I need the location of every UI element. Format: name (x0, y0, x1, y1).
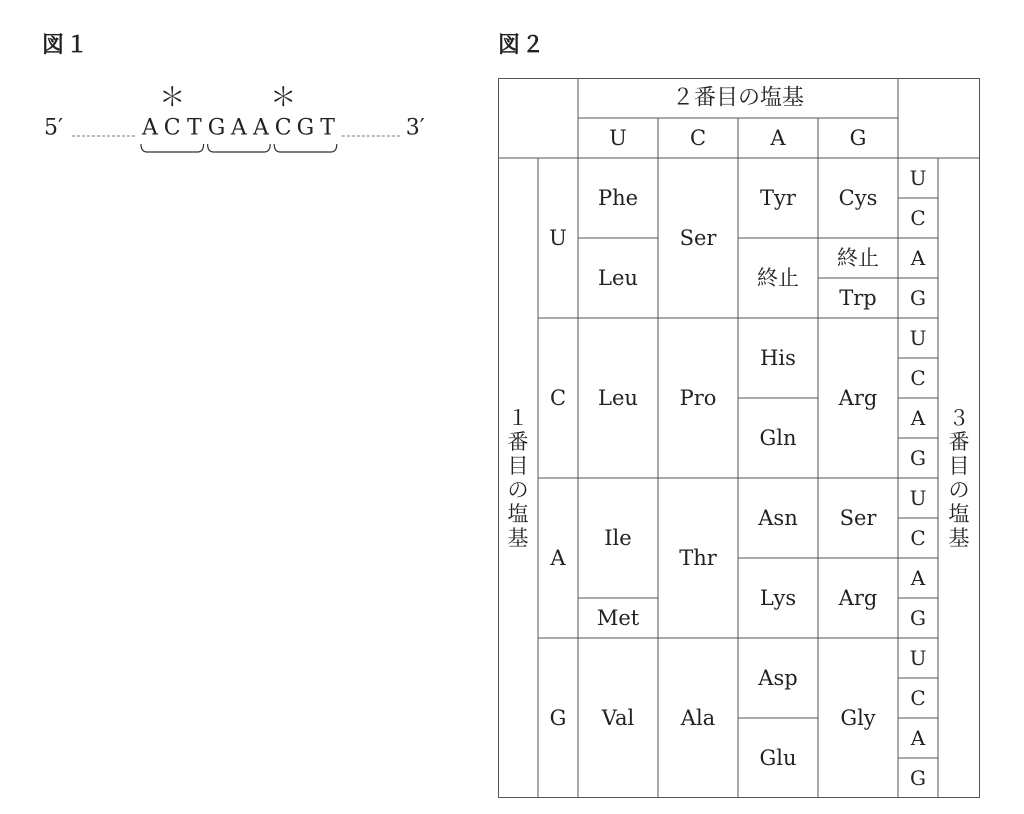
amino-acid-cell: Glu (759, 746, 797, 770)
base-2: C (163, 115, 181, 141)
amino-acid-cell: Trp (839, 286, 877, 310)
first-base-label-char: 番 (507, 430, 529, 454)
third-base-G: G (910, 446, 926, 470)
third-base-label-char: 塩 (948, 502, 970, 526)
third-base-U: U (909, 486, 927, 510)
third-base-C: C (910, 366, 926, 390)
amino-acid-cell: Val (601, 706, 635, 730)
amino-acid-cell: Leu (598, 386, 638, 410)
amino-acid-cell: Lys (759, 586, 797, 610)
amino-acid-cell: Thr (679, 546, 717, 570)
first-base-G: G (549, 706, 567, 730)
third-base-G: G (910, 606, 926, 630)
second-base-C: C (689, 126, 707, 150)
third-base-A: A (910, 566, 926, 590)
asterisk-marker: ＊ (270, 83, 297, 113)
first-base-U: U (549, 226, 567, 250)
base-1: A (142, 115, 158, 141)
figure1-title: 図１ (42, 32, 91, 58)
base-7: C (274, 115, 292, 141)
amino-acid-cell: Phe (597, 186, 639, 210)
amino-acid-cell: Ile (604, 526, 632, 550)
base-4: G (207, 115, 226, 141)
five-prime-label: 5′ (44, 115, 63, 141)
amino-acid-cell: Cys (838, 186, 878, 210)
amino-acid-cell: Ser (679, 226, 717, 250)
amino-acid-cell: Leu (598, 266, 638, 290)
codon-bracket (274, 144, 337, 152)
third-base-U: U (909, 166, 927, 190)
codon-bracket (208, 144, 271, 152)
third-base-label-char: 目 (948, 454, 970, 478)
amino-acid-cell: His (760, 346, 796, 370)
third-base-label-char: の (948, 478, 970, 502)
base-3: T (187, 115, 202, 141)
first-base-label-char: の (507, 478, 529, 502)
codon-bracket (141, 144, 204, 152)
first-base-label (508, 406, 529, 550)
third-base-label (949, 406, 970, 550)
first-base-label-char: 基 (507, 526, 529, 550)
base-6: A (253, 115, 269, 141)
amino-acid-cell: 終止 (837, 246, 879, 270)
amino-acid-cell: Gln (759, 426, 797, 450)
third-base-G: G (910, 286, 926, 310)
third-base-U: U (909, 326, 927, 350)
third-base-label-char: ３ (948, 406, 970, 430)
second-base-A: A (770, 126, 786, 150)
base-9: T (320, 115, 335, 141)
genetic-code-table (498, 78, 980, 798)
third-base-U: U (909, 646, 927, 670)
amino-acid-cell: Met (596, 606, 640, 630)
dna-sequence-figure (0, 0, 470, 200)
second-base-header: ２番目の塩基 (671, 85, 805, 111)
amino-acid-cell: Asp (758, 666, 798, 690)
three-prime-label: 3′ (405, 115, 425, 141)
amino-acid-cell: Ser (839, 506, 877, 530)
first-base-label-char: １ (507, 406, 529, 430)
amino-acid-cell: Gly (840, 706, 876, 730)
asterisk-marker: ＊ (159, 83, 186, 113)
first-base-label-char: 塩 (507, 502, 529, 526)
figure2-title: 図２ (498, 32, 547, 58)
third-base-label-char: 番 (948, 430, 970, 454)
third-base-A: A (910, 726, 926, 750)
base-8: G (296, 115, 315, 141)
amino-acid-cell: Pro (679, 386, 717, 410)
amino-acid-cell: Tyr (760, 186, 796, 210)
third-base-G: G (910, 766, 926, 790)
amino-acid-cell: 終止 (757, 266, 799, 290)
first-base-A: A (550, 546, 566, 570)
third-base-A: A (910, 246, 926, 270)
third-base-label-char: 基 (948, 526, 970, 550)
third-base-C: C (910, 686, 926, 710)
amino-acid-cell: Arg (838, 586, 878, 610)
third-base-C: C (910, 206, 926, 230)
amino-acid-cell: Arg (838, 386, 878, 410)
third-base-C: C (910, 526, 926, 550)
first-base-label-char: 目 (507, 454, 529, 478)
second-base-G: G (849, 126, 867, 150)
first-base-C: C (549, 386, 567, 410)
amino-acid-cell: Ala (680, 706, 716, 730)
second-base-U: U (609, 126, 627, 150)
amino-acid-cell: Asn (758, 506, 798, 530)
base-5: A (230, 115, 247, 141)
third-base-A: A (910, 406, 926, 430)
